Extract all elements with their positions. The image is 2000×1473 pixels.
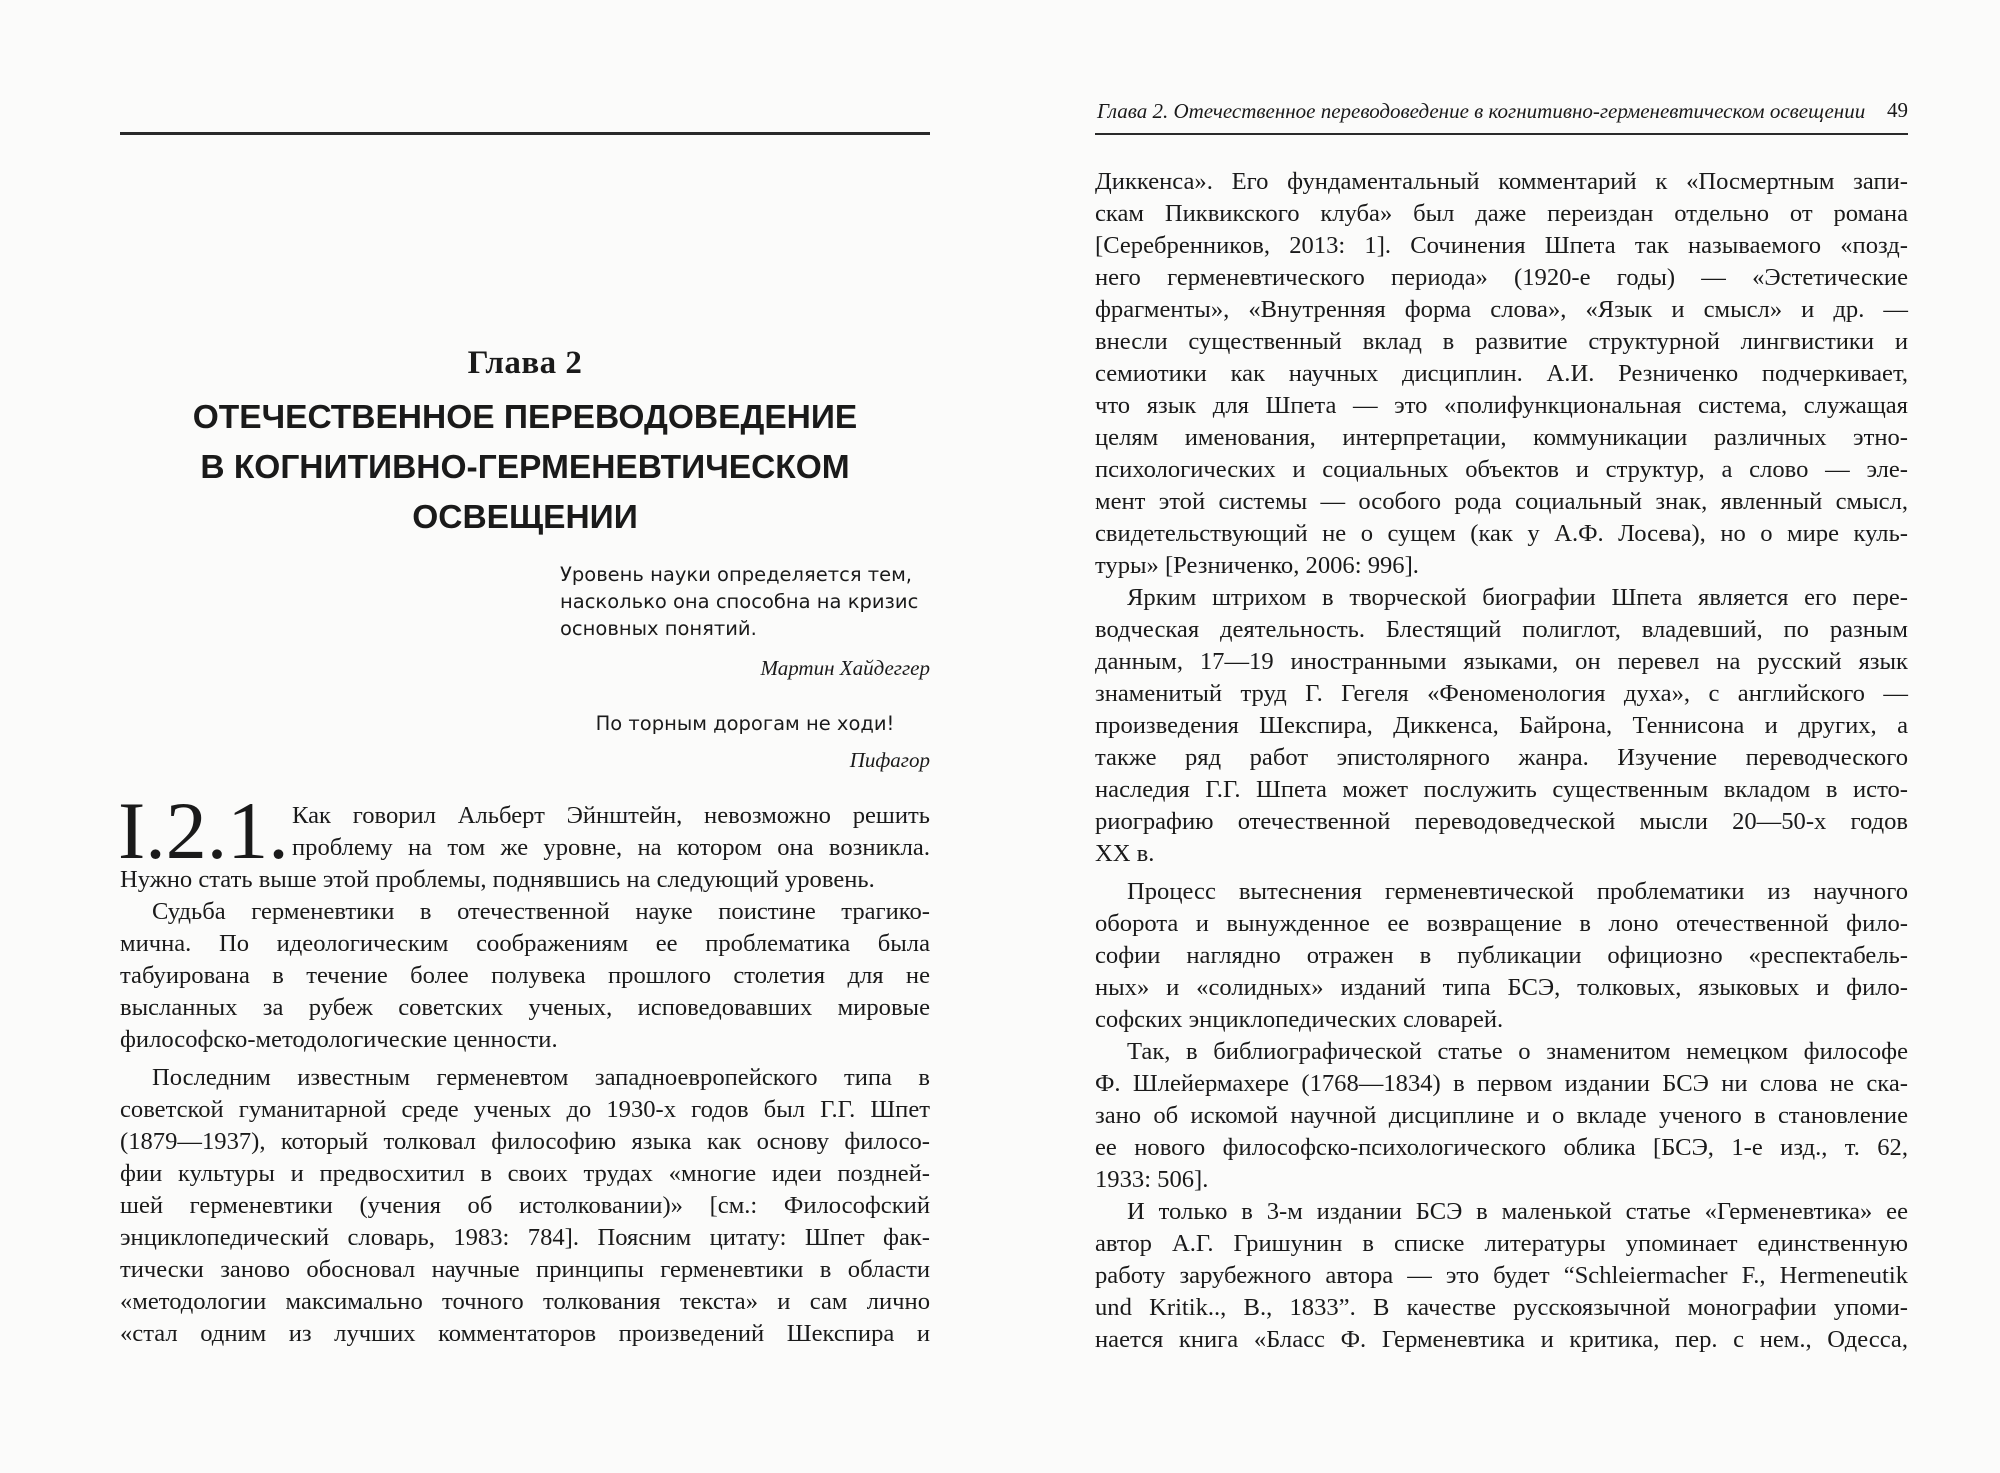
text-line: софских энциклопедических словарей. [1095,1006,1504,1033]
text-line: свидетельствующий не о сущем (как у А.Ф. Лосева), но о мире куль- [1095,520,1908,547]
text-line: Так, в библиографической статье о знаменитом немецком философе [1127,1038,1908,1065]
text-line: данным, 17—19 иностранными языками, он перевел на русский язык [1095,648,1908,675]
chapter-title-line: В КОГНИТИВНО-ГЕРМЕНЕВТИЧЕСКОМ [200,449,850,486]
epigraph-author: Мартин Хайдеггер [760,656,930,680]
text-line: фии культуры и предвосхитил в своих трудах «многие идеи поздней- [120,1160,930,1187]
text-line: И только в 3-м издании БСЭ в маленькой статье «Герменевтика» ее [1127,1198,1908,1225]
chapter-title-line: ОСВЕЩЕНИИ [412,499,638,536]
top-rule [120,132,930,135]
text-line: психологических и социальных объектов и структур, а слово — эле- [1095,456,1908,483]
text-line: Как говорил Альберт Эйнштейн, невозможно решить [292,802,930,829]
text-line: знаменитый труд Г. Гегеля «Феноменология духа», с английского — [1095,680,1908,707]
text-line: проблему на том же уровне, на котором она возникла. [292,834,930,861]
text-line: Ярким штрихом в творческой биографии Шпета является его пере- [1127,584,1908,611]
epigraph-line: насколько она способна на кризис [560,590,919,613]
text-line: (1879—1937), который толковал философию языка как основу филосо- [120,1128,930,1155]
text-line: также ряд работ эпистолярного жанра. Изучение переводческого [1095,744,1908,771]
chapter-title [120,393,930,543]
text-line: XX в. [1095,840,1155,867]
text-line: философско-методологические ценности. [120,1026,558,1053]
text-line: Последним известным герменевтом западноевропейского типа в [152,1064,930,1091]
epigraph-author: Пифагор [849,748,930,772]
epigraph-line: Уровень науки определяется тем, [560,563,913,586]
text-line: Судьба герменевтики в отечественной науке поистине трагико- [152,898,930,925]
text-line: тически заново обосновал научные принципы герменевтики в области [120,1256,930,1283]
text-line: риографию отечественной переводоведческой мысли 20—50-х годов [1095,808,1908,835]
text-line: советской гуманитарной среде ученых до 1930-х годов был Г.Г. Шпет [120,1096,930,1123]
text-line: «стал одним из лучших комментаторов произведений Шекспира и [120,1320,930,1347]
text-line: ее нового философско-психологического облика [БСЭ, 1-е изд., т. 62, [1095,1134,1908,1161]
text-line: что язык для Шпета — это «полифункциональная система, служащая [1095,392,1908,419]
text-line: автор А.Г. Гришунин в списке литературы упоминает единственную [1095,1230,1908,1257]
text-line: высланных за рубеж советских ученых, исповедовавших мировые [120,994,930,1021]
text-line: целям именования, интерпретации, коммуникации различных этно- [1095,424,1908,451]
text-line: фрагменты», «Внутренняя форма слова», «Язык и смысл» и др. — [1095,296,1908,323]
header-rule [1095,133,1908,135]
text-line: табуирована в течение более полувека прошлого столетия для не [120,962,930,989]
page-number: 49 [1887,98,1908,122]
text-line: Процесс вытеснения герменевтической проблематики из научного [1127,878,1908,905]
text-line: энциклопедический словарь, 1983: 784]. Поясним цитату: Шпет фак- [120,1224,930,1251]
text-line: работу зарубежного автора — это будет “Schleiermacher F., Hermeneutik [1095,1262,1908,1289]
text-line: внесли существенный вклад в развитие структурной лингвистики и [1095,328,1908,355]
text-line: зано об искомой научной дисциплине и о вкладе ученого в становление [1095,1102,1908,1129]
text-line: шей герменевтики (учения об истолковании)» [см.: Философский [120,1192,930,1219]
text-line: скам Пиквикского клуба» был даже переиздан отдельно от романа [1095,200,1908,227]
text-line: Ф. Шлейермахере (1768—1834) в первом издании БСЭ ни слова не ска- [1095,1070,1908,1097]
chapter-title-line: ОТЕЧЕСТВЕННОЕ ПЕРЕВОДОВЕДЕНИЕ [192,399,858,436]
text-line: произведения Шекспира, Диккенса, Байрона, Теннисона и других, а [1095,712,1908,739]
running-head: Глава 2. Отечественное переводоведение в когнитивно-герменевтическом освещении [1097,99,1866,123]
text-line: нается книга «Бласс Ф. Герменевтика и критика, пер. с нем., Одесса, [1095,1326,1908,1353]
text-line: 1933: 506]. [1095,1166,1209,1193]
epigraph-heidegger [560,561,930,642]
text-line: ных» и «солидных» изданий типа БСЭ, толковых, языковых и фило- [1095,974,1908,1001]
text-line: оборота и вынужденное ее возвращение в лоно отечественной фило- [1095,910,1908,937]
text-line: него герменевтического периода» (1920-е годы) — «Эстетические [1095,264,1908,291]
text-line: «методологии максимально точного толкования текста» и сам лично [120,1288,930,1315]
epigraph-line: основных понятий. [560,617,757,640]
epigraph-pythagoras: По торным дорогам не ходи! [595,712,895,735]
text-line: мична. По идеологическим соображениям ее проблематика была [120,930,930,957]
section-number: I.2.1. [118,785,289,876]
text-line: водческая деятельность. Блестящий полиглот, владевший, по разным [1095,616,1908,643]
text-line: Нужно стать выше этой проблемы, поднявшись на следующий уровень. [120,866,875,893]
text-line: туры» [Резниченко, 2006: 996]. [1095,552,1419,579]
text-line: [Серебренников, 2013: 1]. Сочинения Шпета так называемого «позд- [1095,232,1908,259]
text-line: наследия Г.Г. Шпета может послужить существенным вкладом в исто- [1095,776,1908,803]
text-line: софии наглядно отражен в публикации официозно «респектабель- [1095,942,1908,969]
text-line: мент этой системы — особого рода социальный знак, явленный смысл, [1095,488,1908,515]
text-line: семиотики как научных дисциплин. А.И. Резниченко подчеркивает, [1095,360,1908,387]
text-line: Диккенса». Его фундаментальный комментарий к «Посмертным запи- [1095,168,1908,195]
text-line: und Kritik.., B., 1833”. В качестве русскоязычной монографии упоми- [1095,1294,1908,1321]
chapter-label: Глава 2 [467,345,583,381]
